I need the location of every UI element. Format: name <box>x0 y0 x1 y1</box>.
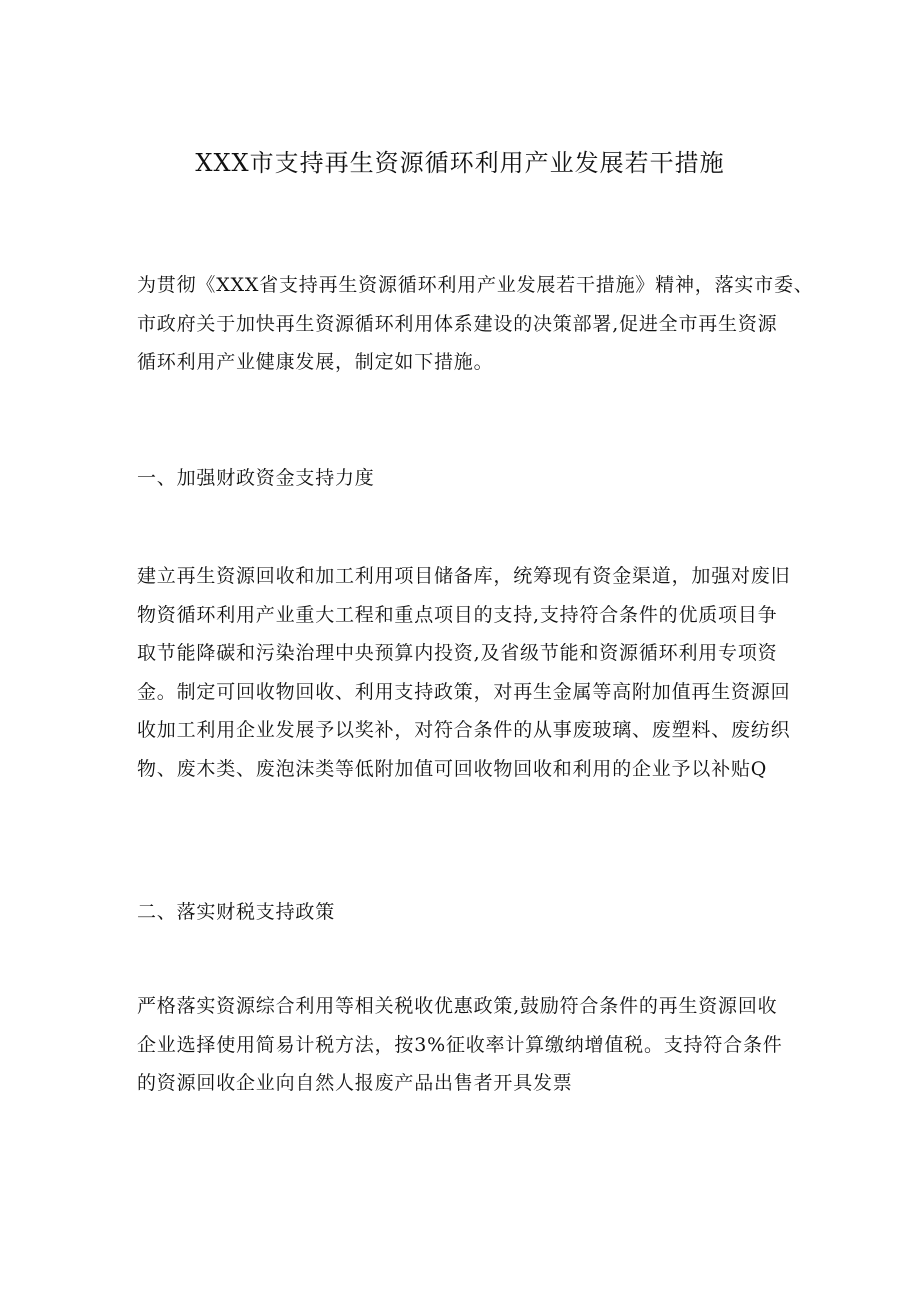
section1-line: 收加工利用企业发展予以奖补，对符合条件的从事废玻璃、废塑料、废纺织 <box>137 719 791 741</box>
document-title: XXX市支持再生资源循环利用产业发展若干措施 <box>195 149 725 177</box>
section1-line: 物资循环利用产业重大工程和重点项目的支持,支持符合条件的优质项目争 <box>137 603 778 626</box>
section1-heading: 一、加强财政资金支持力度 <box>137 467 375 489</box>
section1-line: 金。制定可回收物回收、利用支持政策，对再生金属等高附加值再生资源回 <box>137 680 791 703</box>
intro-paragraph <box>137 266 814 382</box>
section1-line: 建立再生资源回收和加工利用项目储备库，统筹现有资金渠道，加强对废旧 <box>137 565 791 587</box>
section1-line: 取节能降碳和污染治理中央预算内投资,及省级节能和资源循环利用专项资 <box>137 642 778 664</box>
section1-line: 物、废木类、废泡沫类等低附加值可回收物回收和利用的企业予以补贴Q <box>137 757 768 780</box>
section2-paragraph <box>137 987 791 1103</box>
section2-line: 的资源回收企业向自然人报废产品出售者开具发票 <box>137 1072 573 1094</box>
intro-line: 为贯彻《XXX省支持再生资源循环利用产业发展若干措施》精神，落实市委、 <box>137 274 814 296</box>
intro-line: 市政府关于加快再生资源循环利用体系建设的决策部署,促进全市再生资源 <box>137 312 778 335</box>
intro-line: 循环利用产业健康发展，制定如下措施。 <box>137 351 494 373</box>
section2-line: 严格落实资源综合利用等相关税收优惠政策,鼓励符合条件的再生资源回收 <box>137 995 778 1017</box>
section1-paragraph <box>137 557 791 788</box>
section2-heading: 二、落实财税支持政策 <box>137 901 336 923</box>
section2-line: 企业选择使用简易计税方法，按3%征收率计算缴纳增值税。支持符合条件 <box>137 1033 783 1056</box>
